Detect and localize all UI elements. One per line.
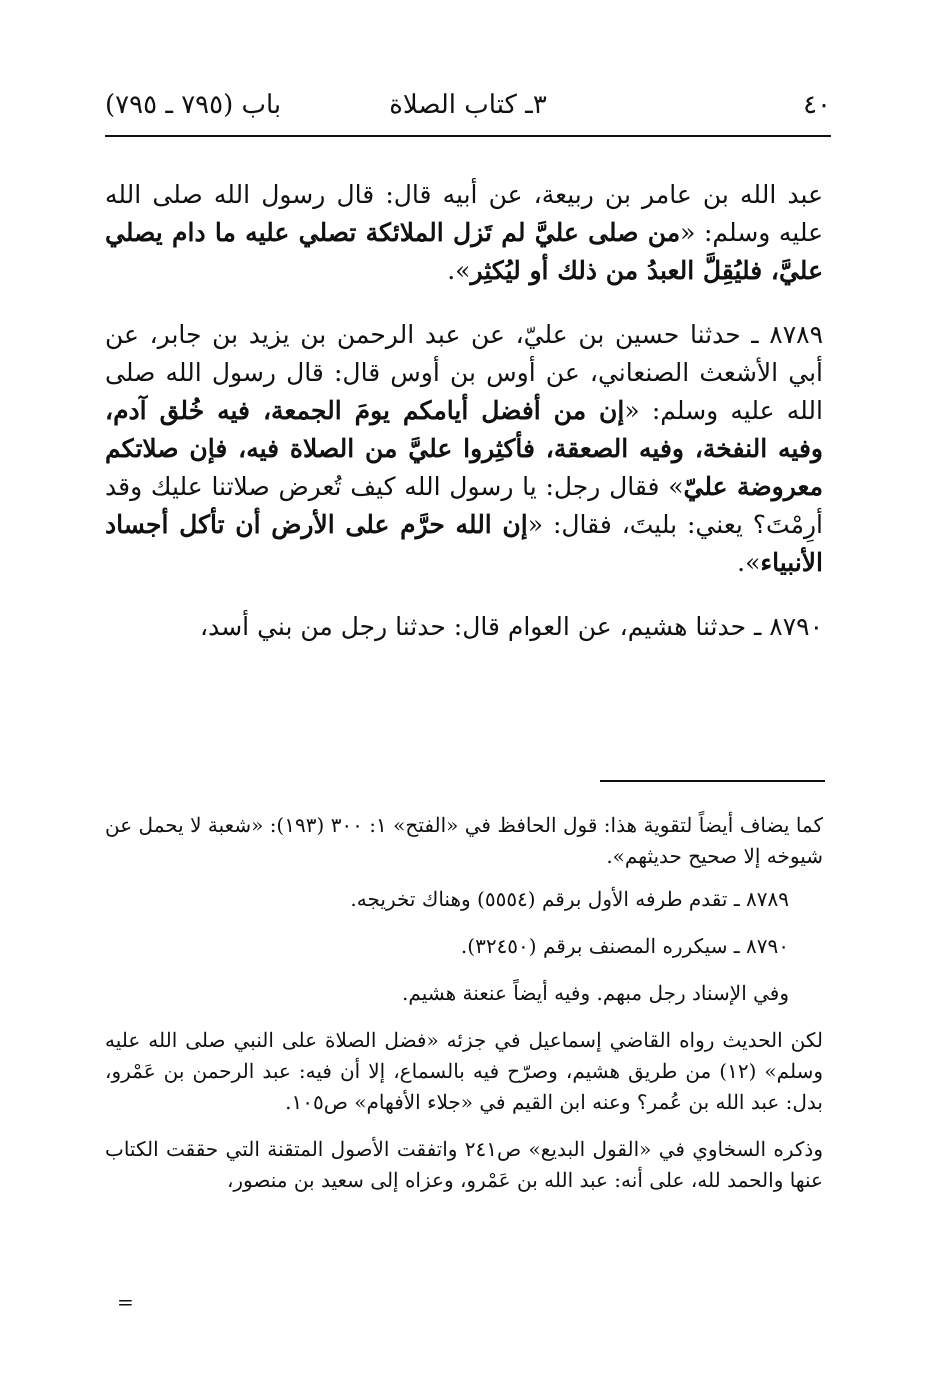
paragraph-continued (105, 176, 823, 290)
hadith-end: ». (737, 548, 761, 577)
hadith-end: ». (447, 256, 471, 285)
hadith-8790: ٨٧٩٠ ـ حدثنا هشيم، عن العوام قال: حدثنا رجل من بني أسد، (200, 612, 823, 641)
main-text (105, 176, 823, 646)
hadith-chain: ٨٧٨٩ ـ حدثنا حسين بن عليّ، عن عبد الرحمن بن يزيد بن جابر، عن أبي الأشعث الصنعاني، عن أوس بن أوس قال: قال رسول الله صلى الله عليه وسلم: « (105, 320, 823, 425)
hadith-matn: إن من أفضل أيامكم يومَ الجمعة، فيه خُلق آدم، وفيه النفخة، وفيه الصعقة، فأكثِروا عليَّ من الصلاة فيه، فإن صلاتكم معروضة عليّ (105, 396, 823, 501)
footnotes (105, 810, 823, 1212)
continuation-mark: = (117, 1290, 134, 1314)
footnote: وذكره السخاوي في «القول البديع» ص٢٤١ واتفقت الأصول المتقنة التي حققت الكتاب عنها والحمد لله، على أنه: عبد الله بن عَمْرو، وعزاه إلى سعيد بن منصور، (105, 1137, 823, 1192)
hadith-matn: من صلى عليَّ لم تَزل الملائكة تصلي عليه ما دام يصلي عليَّ، فليُقِلَّ العبدُ من ذلك أو ليُكثِر (105, 218, 823, 285)
footnote: ٨٧٩٠ ـ سيكرره المصنف برقم (٣٢٤٥٠). (460, 934, 789, 958)
hadith-matn: إن الله حرَّم على الأرض أن تأكل أجساد الأنبياء (105, 510, 823, 577)
footnote: لكن الحديث رواه القاضي إسماعيل في جزئه «فضل الصلاة على النبي صلى الله عليه وسلم» (١٢) من طريق هشيم، وصرّح فيه بالسماع، إلا أن فيه: عبد الرحمن بن عَمْرو، بدل: عبد الله بن عُمر؟ وعنه ابن القيم في «جلاء الأفهام» ص١٠٥. (105, 1028, 823, 1114)
chapter-title: ٣ـ كتاب الصلاة (389, 90, 547, 120)
hadith-chain: عبد الله بن عامر بن ربيعة، عن أبيه قال: قال رسول الله صلى الله عليه وسلم: « (105, 180, 824, 247)
hadith-8789 (105, 316, 823, 582)
section-range: باب (٧٩٥ ـ ٧٩٥) (105, 90, 282, 120)
footnote: وفي الإسناد رجل مبهم. وفيه أيضاً عنعنة هشيم. (402, 981, 789, 1005)
footnote: ٨٧٨٩ ـ تقدم طرفه الأول برقم (٥٥٥٤) وهناك تخريجه. (350, 887, 789, 911)
footnote-rule (600, 780, 825, 782)
page-number: ٤٠ (803, 90, 831, 120)
page-header (105, 88, 831, 128)
header-rule (105, 135, 831, 137)
hadith-narration: » فقال رجل: يا رسول الله كيف تُعرض صلاتنا عليك وقد أرِمْتَ؟ يعني: بليتَ، فقال: « (105, 472, 823, 539)
footnote: كما يضاف أيضاً لتقوية هذا: قول الحافظ في «الفتح» ١: ٣٠٠ (١٩٣): «شعبة لا يحمل عن شيوخه إلا صحيح حديثهم». (105, 813, 823, 868)
